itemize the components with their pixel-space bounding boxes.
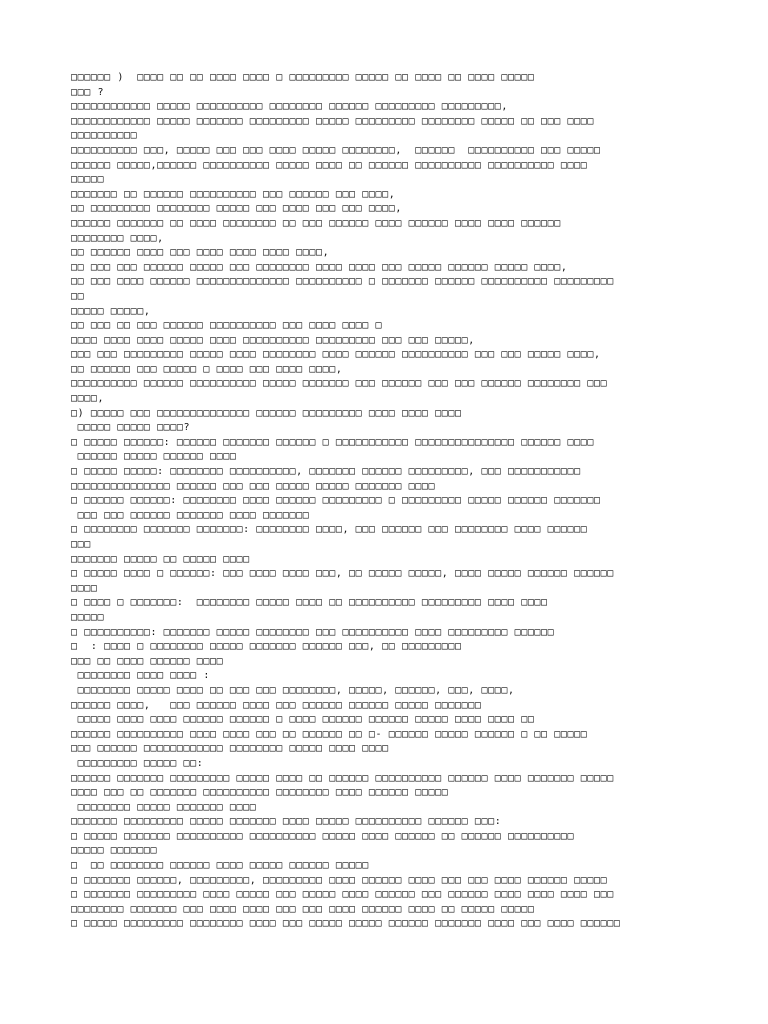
text-line: □ : □□□□ □ □□□□□□□□ □□□□□ □□□□□□□ □□□□□□ □□□, □□ □□□□□□□□□ bbox=[71, 641, 462, 653]
text-line: □□□□□□ □□□□, □□□ □□□□□□ □□□□ □□□ □□□□□□ □□□□□□ □□□□□ □□□□□□□ bbox=[71, 699, 482, 711]
text-line: □□ □□□ □□□□ □□□□□□ □□□□□□□□□□□□□□ □□□□□□□□□□ □ □□□□□□□ □□□□□□ □□□□□□□□□□ □□□□□□□□□ bbox=[71, 276, 614, 288]
text-line: □□□□□□□□□ □□□□□ □□: bbox=[71, 757, 204, 769]
text-line: □ □□□□□□□□□□: □□□□□□□ □□□□□ □□□□□□□□ □□□ □□□□□□□□□□ □□□□ □□□□□□□□□ □□□□□□ bbox=[71, 626, 555, 638]
text-line: □□□□□□□□ □□□□□□□ □□□ □□□□ □□□□ □□□ □□□ □□□□ □□□□□□ □□□□ □□ □□□□□ □□□□□ bbox=[71, 903, 535, 915]
text-line: □□□□□□□□□□□□ □□□□□ □□□□□□□ □□□□□□□□□ □□□□□ □□□□□□□□□ □□□□□□□□ □□□□□ □□ □□□ □□□□ bbox=[71, 115, 595, 127]
text-line: □□□□□□□□ □□□□□ □□□□□□□ □□□□ bbox=[71, 801, 257, 813]
text-line: □□□□□□□ □□□□□□□□□ □□□□□ □□□□□□□ □□□□ □□□□□ □□□□□□□□□□ □□□□□□ □□□: bbox=[71, 816, 502, 828]
text-line: □ □□□□□□□□ □□□□□□□ □□□□□□□: □□□□□□□□ □□□□, □□□ □□□□□□ □□□ □□□□□□□□ □□□□ □□□□□□ bbox=[71, 524, 588, 536]
text-line: □ □□□□□ □□□□□□□ □□□□□□□□□□ □□□□□□□□□□ □□□□□ □□□□ □□□□□□ □□ □□□□□□ □□□□□□□□□□ bbox=[71, 830, 575, 842]
text-line: □ □□□□ □ □□□□□□□: □□□□□□□□ □□□□□ □□□□ □□ □□□□□□□□□□ □□□□□□□□□ □□□□ □□□□ bbox=[71, 597, 548, 609]
text-line: □□□□□ □□□□□ □□□□? bbox=[71, 422, 191, 434]
text-line: □ □□□□□ □□□□□□□□□ □□□□□□□□ □□□□ □□□ □□□□□ □□□□□ □□□□□□ □□□□□□□ □□□□ □□□ □□□□ □□□□□□ bbox=[71, 918, 621, 930]
text-line: □□□□□□□ □□□□□ □□ □□□□□ □□□□ bbox=[71, 553, 250, 565]
text-line: □ □□□□□ □□□□□□: □□□□□□ □□□□□□□ □□□□□□ □ □□□□□□□□□□□ □□□□□□□□□□□□□□□ □□□□□□ □□□□ bbox=[71, 436, 595, 448]
text-line: □□□□□ □□□□□□□ bbox=[71, 845, 158, 857]
text-line: □ □□□□□ □□□□□: □□□□□□□□ □□□□□□□□□□, □□□□□□□ □□□□□□ □□□□□□□□□, □□□ □□□□□□□□□□□ bbox=[71, 466, 581, 478]
text-line: □ □□□□□ □□□□ □ □□□□□□: □□□ □□□□ □□□□ □□□, □□ □□□□□ □□□□□, □□□□ □□□□□ □□□□□□ □□□□□□ bbox=[71, 568, 614, 580]
text-line: □□□□□ □□□□□, bbox=[71, 305, 151, 317]
text-line: □□ □□□□□□□□□ □□□□□□□□ □□□□□ □□□ □□□□ □□□ □□□ □□□□, bbox=[71, 203, 403, 215]
text-line: □□□□□□ □□□□□□□□□□ □□□□ □□□□ □□□ □□ □□□□□□ □□ □- □□□□□□ □□□□□ □□□□□□ □ □□ □□□□□ bbox=[71, 728, 588, 740]
text-line: □□□□□□□□ □□□□□ □□□□ □□ □□□ □□□ □□□□□□□□, □□□□□, □□□□□□, □□□, □□□□, bbox=[71, 684, 515, 696]
text-line: □□ □□□□□□ □□□ □□□□□ □ □□□□ □□□ □□□□ □□□□, bbox=[71, 363, 343, 375]
text-line: □□□ □□□ □□□□□□□□□ □□□□□ □□□□ □□□□□□□□ □□□□ □□□□□□ □□□□□□□□□□ □□□ □□□ □□□□□ □□□□, bbox=[71, 349, 601, 361]
text-line: □□□□□□ □□□□□,□□□□□□ □□□□□□□□□□ □□□□□ □□□□ □□ □□□□□□ □□□□□□□□□□ □□□□□□□□□□ □□□□ bbox=[71, 159, 588, 171]
document-body bbox=[71, 71, 701, 932]
text-line: □□□ ? bbox=[71, 86, 105, 98]
text-line: □□□□ □□□□ □□□□ □□□□□ □□□□ □□□□□□□□□□ □□□□□□□□□ □□□ □□□ □□□□□, bbox=[71, 334, 475, 346]
text-line: □□□□□□□□ □□□□, bbox=[71, 232, 164, 244]
text-line: □) □□□□□ □□□ □□□□□□□□□□□□□□ □□□□□□ □□□□□□□□□ □□□□ □□□□ □□□□ bbox=[71, 407, 462, 419]
text-line: □ □□□□□□ □□□□□□: □□□□□□□□ □□□□ □□□□□□ □□□□□□□□□ □ □□□□□□□□□ □□□□□ □□□□□□ □□□□□□□ bbox=[71, 495, 601, 507]
text-line: □ □□□□□□□ □□□□□□, □□□□□□□□□, □□□□□□□□□ □□□□ □□□□□□ □□□□ □□□ □□□ □□□□ □□□□□□ □□□□□ bbox=[71, 874, 608, 886]
text-line: □ □□□□□□□ □□□□□□□□□ □□□□ □□□□□ □□□ □□□□□ □□□□ □□□□□□ □□□ □□□□□□ □□□□ □□□□ □□□□ □□□ bbox=[71, 889, 614, 901]
text-line: □□□□□ □□□□ □□□□ □□□□□□ □□□□□□ □ □□□□ □□□□□□ □□□□□□ □□□□□ □□□□ □□□□ □□ bbox=[71, 714, 535, 726]
text-line: □□□□□□□□□□□□□□□ □□□□□□ □□□ □□□ □□□□□ □□□□□ □□□□□□□ □□□□ bbox=[71, 480, 436, 492]
text-line: □□ □□□ □□ □□□ □□□□□□ □□□□□□□□□□ □□□ □□□□ □□□□ □ bbox=[71, 320, 383, 332]
text-line: □□□□□□ □□□□□□□ □□ □□□□ □□□□□□□□ □□ □□□ □□□□□□ □□□□ □□□□□□ □□□□ □□□□ □□□□□□ bbox=[71, 217, 561, 229]
text-line: □□□□□□□□□□ □□□□□□ □□□□□□□□□□ □□□□□ □□□□□□□ □□□ □□□□□□ □□□ □□□ □□□□□□ □□□□□□□□ □□□ bbox=[71, 378, 608, 390]
text-line: □□□□ bbox=[71, 582, 98, 594]
text-line: □□ □□□□□□ □□□□ □□□ □□□□ □□□□ □□□□ □□□□, bbox=[71, 247, 330, 259]
text-line: □□□□□□□□□□□□ □□□□□ □□□□□□□□□□ □□□□□□□□ □□□□□□ □□□□□□□□□ □□□□□□□□□, bbox=[71, 101, 508, 113]
text-line: □□□□□□□□□□ bbox=[71, 130, 138, 142]
text-line: □□□ □□ □□□□ □□□□□□ □□□□ bbox=[71, 655, 224, 667]
text-line: □□□□□ bbox=[71, 174, 105, 186]
text-line: □□□□□□ □□□□□□□ □□□□□□□□□ □□□□□ □□□□ □□ □□□□□□ □□□□□□□□□□ □□□□□□ □□□□ □□□□□□□ □□□□□ bbox=[71, 772, 614, 784]
text-line: □□□□, bbox=[71, 393, 105, 405]
text-line: □□□□□□ ) □□□□ □□ □□ □□□□ □□□□ □ □□□□□□□□□ □□□□□ □□ □□□□ □□ □□□□ □□□□□ bbox=[71, 72, 535, 83]
text-line: □□□ bbox=[71, 539, 91, 550]
text-line: □□□□□ bbox=[71, 611, 105, 623]
text-line: □□□ □□□ □□□□□□ □□□□□□□ □□□□ □□□□□□□ bbox=[71, 509, 310, 521]
text-line: □ □□ □□□□□□□□ □□□□□□ □□□□ □□□□□ □□□□□□ □□□□□ bbox=[71, 860, 369, 872]
text-line: □□□□□□□□ □□□□ □□□□ : bbox=[71, 670, 211, 682]
text-line: □□□□□□□□□□ □□□, □□□□□ □□□ □□□ □□□□ □□□□□ □□□□□□□□, □□□□□□ □□□□□□□□□□ □□□ □□□□□ bbox=[71, 144, 601, 156]
text-line: □□□□ □□□ □□ □□□□□□□ □□□□□□□□□□ □□□□□□□□ □□□□ □□□□□□ □□□□□ bbox=[71, 787, 449, 799]
text-line: □□ □□□ □□□ □□□□□□ □□□□□ □□□ □□□□□□□□ □□□□ □□□□ □□□ □□□□□ □□□□□□ □□□□□ □□□□, bbox=[71, 261, 568, 273]
text-line: □□□□□□ □□□□□ □□□□□□ □□□□ bbox=[71, 451, 237, 463]
text-line: □□ bbox=[71, 290, 85, 302]
text-line: □□□□□□□ □□ □□□□□□ □□□□□□□□□□ □□□ □□□□□□ □□□ □□□□, bbox=[71, 188, 396, 200]
text-line: □□□ □□□□□□ □□□□□□□□□□□□ □□□□□□□□ □□□□□ □□□□ □□□□ bbox=[71, 743, 389, 755]
